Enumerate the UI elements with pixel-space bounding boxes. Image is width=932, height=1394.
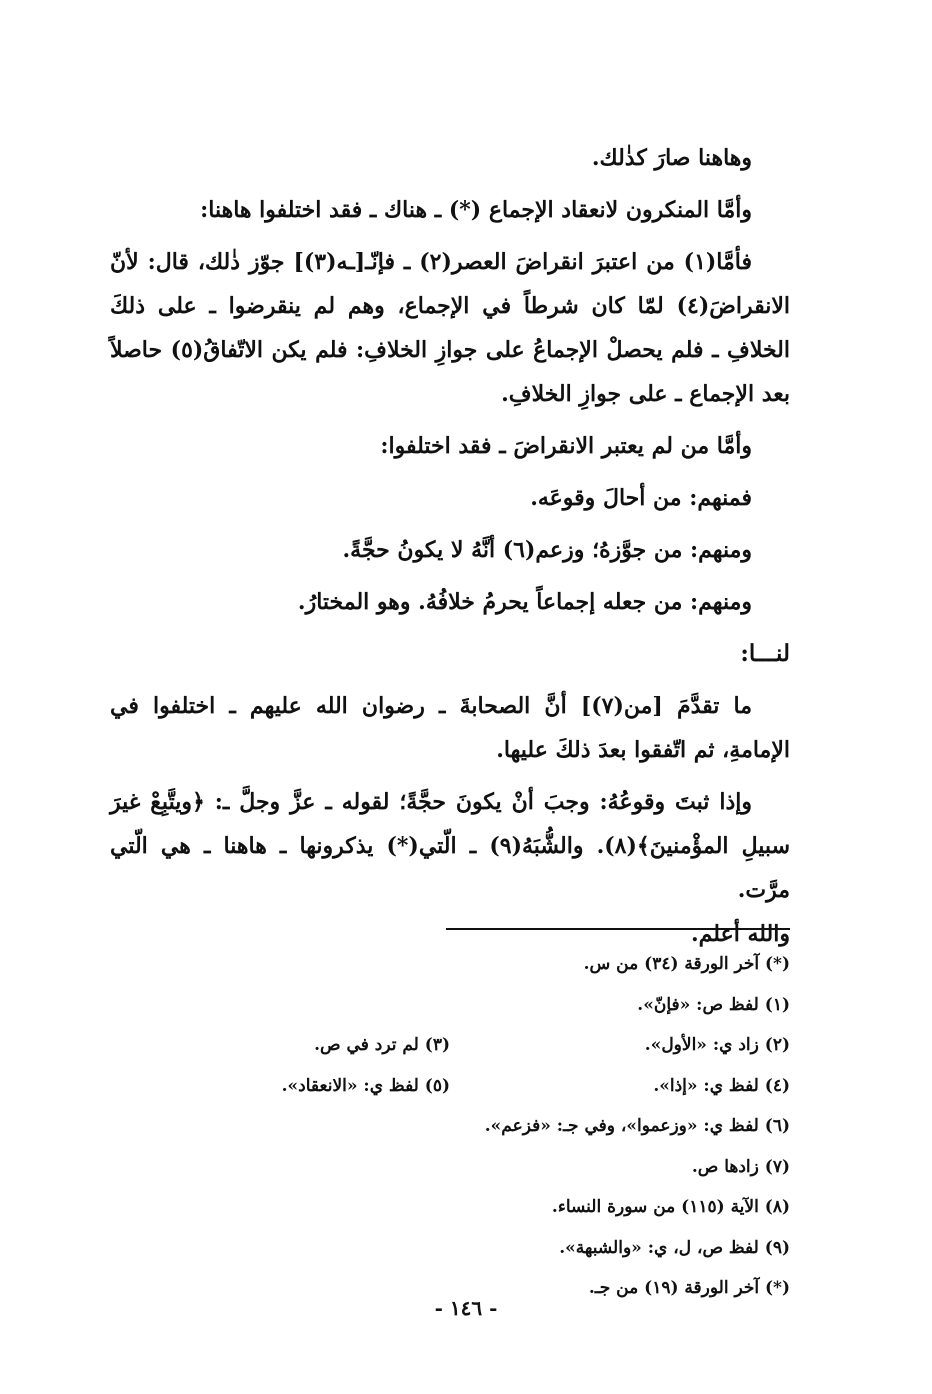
paragraph: ومنهم: من جعله إجماعاً يحرمُ خلافُهُ. وهو المختارُ. — [297, 589, 752, 615]
paragraph: ومنهم: من جوَّزهُ؛ وزعم(٦) أنَّهُ لا يكونُ حجَّةً. — [342, 537, 752, 563]
paragraph: فمنهم: من أحالَ وقوعَه. — [530, 485, 752, 511]
paragraph: ما تقدَّمَ [من(٧)] أنَّ الصحابةَ ـ رضوان الله عليهم ـ اختلفوا في الإمامةِ، ثم اتّفقوا بعدَ ذلكَ عليها. — [110, 693, 790, 763]
footnote-row — [110, 985, 790, 1026]
paragraph: والله أعلم. — [691, 921, 790, 947]
footnote-separator — [446, 928, 790, 930]
footnote-row — [110, 1228, 790, 1269]
paragraph: وهاهنا صارَ كذٰلك. — [591, 145, 752, 171]
footnote: (*) آخر الورقة (١٩) من جـ. — [588, 1278, 790, 1298]
footnotes — [110, 944, 790, 1309]
footnote-row — [110, 944, 790, 985]
footnote-row — [110, 1187, 790, 1228]
main-text — [110, 136, 790, 964]
paragraph: وأمَّا من لم يعتبر الانقراضَ ـ فقد اختلفوا: — [380, 433, 752, 459]
footnote: (١) لفظ ص: «فإنّ». — [637, 994, 790, 1015]
footnote-row — [110, 1025, 790, 1066]
paragraph: وأمَّا المنكرون لانعقاد الإجماع (*) ـ هناك ـ فقد اختلفوا هاهنا: — [200, 197, 752, 223]
footnote: (*) آخر الورقة (٣٤) من س. — [583, 954, 790, 974]
footnote-row — [110, 1066, 790, 1107]
footnote: (٧) زادها ص. — [691, 1156, 790, 1177]
page-number: - ١٤٦ - — [434, 1296, 498, 1320]
footnote: (٦) لفظ ي: «وزعموا»، وفي جـ: «فزعم». — [484, 1116, 790, 1136]
footnote: (٣) لم ترد في ص. — [314, 1035, 450, 1055]
paragraph: وإذا ثبتَ وقوعُهُ: وجبَ أنْ يكونَ حجَّةً؛ لقوله ـ عزَّ وجلَّ ـ: ﴿ويتَّبِعْ غيرَ سبيلِ المؤْمنينَ﴾(٨). والشُّبَهُ(٩) ـ الّتي(*) يذكرونها ـ هاهنا ـ هي الّتي مرَّت. — [110, 789, 791, 903]
paragraph: فأمَّا(١) من اعتبرَ انقراضَ العصر(٢) ـ فإنّـ[ـه(٣)] جوّز ذٰلك، قال: لأنّ الانقراضَ(٤) لمّا كان شرطاً في الإجماع، وهم لم ينقرضوا ـ على ذلكَ الخلافِ ـ فلم يحصلْ الإجماعُ على جوازِ الخلافِ: فلم يكن الاتّفاقُ(٥) حاصلاً بعد الإجماع ـ على جوازِ الخلافِ. — [110, 249, 790, 407]
footnote-row — [110, 1147, 790, 1188]
footnote: (٨) الآية (١١٥) من سورة النساء. — [551, 1197, 790, 1217]
footnote: (٢) زاد ي: «الأول». — [644, 1035, 790, 1055]
footnote: (٩) لفظ ص، ل، ي: «والشبهة». — [559, 1237, 790, 1258]
footnote: (٤) لفظ ي: «إذا». — [653, 1075, 790, 1096]
footnote-row — [110, 1106, 790, 1147]
footnote: (٥) لفظ ي: «الانعقاد». — [281, 1075, 450, 1096]
section-heading: لنـــا: — [740, 640, 790, 667]
